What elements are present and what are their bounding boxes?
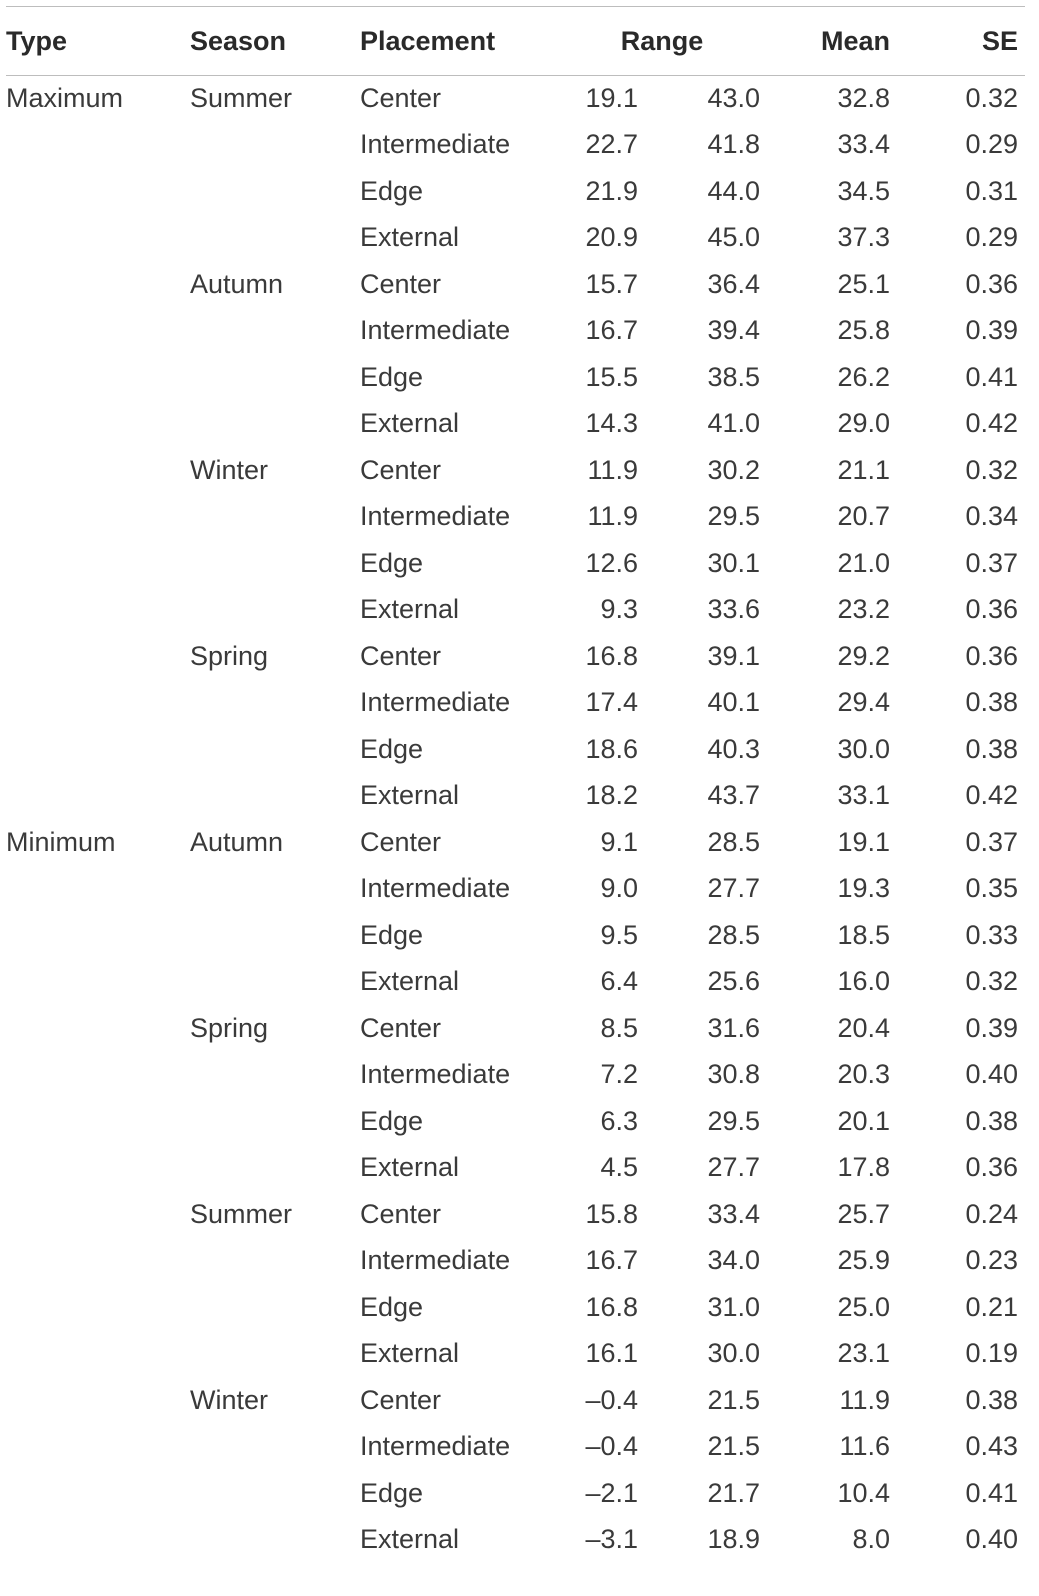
cell-type xyxy=(6,215,190,262)
cell-range-low: 9.1 xyxy=(600,826,638,857)
cell-se: 0.34 xyxy=(965,501,1018,532)
table-row xyxy=(6,1052,1018,1099)
header-range: Range xyxy=(620,25,704,56)
cell-placement: Center xyxy=(360,1384,442,1415)
cell-placement: External xyxy=(360,594,460,625)
table-row xyxy=(6,633,1018,680)
cell-placement: Intermediate xyxy=(360,315,511,346)
cell-placement: Edge xyxy=(360,919,424,950)
cell-mean: 25.0 xyxy=(837,1291,890,1322)
cell-season xyxy=(190,1052,360,1099)
cell-range-low: 7.2 xyxy=(600,1059,638,1090)
cell-placement: Edge xyxy=(360,547,424,578)
cell-se: 0.43 xyxy=(965,1431,1018,1462)
cell-range-low: 21.9 xyxy=(585,175,638,206)
table-row xyxy=(6,1284,1018,1331)
cell-type xyxy=(6,168,190,215)
temperature-table xyxy=(6,17,1018,1563)
cell-placement: Intermediate xyxy=(360,873,511,904)
cell-range-low: 9.0 xyxy=(600,873,638,904)
cell-type xyxy=(6,1052,190,1099)
cell-range-high: 30.2 xyxy=(707,454,760,485)
cell-mean: 33.4 xyxy=(837,129,890,160)
cell-range-low: 11.9 xyxy=(587,501,638,532)
table-row xyxy=(6,587,1018,634)
cell-type xyxy=(6,1005,190,1052)
cell-mean: 19.1 xyxy=(837,826,890,857)
cell-range-low: 15.5 xyxy=(585,361,638,392)
table-row xyxy=(6,959,1018,1006)
cell-placement: Intermediate xyxy=(360,1245,511,1276)
table-row xyxy=(6,1470,1018,1517)
table-row xyxy=(6,1191,1018,1238)
cell-se: 0.36 xyxy=(965,1152,1018,1183)
cell-placement: External xyxy=(360,1524,460,1555)
cell-se: 0.36 xyxy=(965,594,1018,625)
cell-range-low: 16.1 xyxy=(585,1338,638,1369)
cell-season: Spring xyxy=(190,640,269,671)
cell-placement: Edge xyxy=(360,733,424,764)
table-row xyxy=(6,1238,1018,1285)
cell-type: Minimum xyxy=(6,826,116,857)
cell-type xyxy=(6,447,190,494)
cell-placement: External xyxy=(360,1152,460,1183)
cell-season xyxy=(190,401,360,448)
cell-se: 0.37 xyxy=(965,826,1018,857)
cell-range-low: 6.4 xyxy=(600,966,638,997)
cell-range-high: 41.0 xyxy=(707,408,760,439)
cell-placement: External xyxy=(360,408,460,439)
cell-placement: External xyxy=(360,780,460,811)
table-row xyxy=(6,447,1018,494)
cell-mean: 25.7 xyxy=(837,1198,890,1229)
cell-type xyxy=(6,1238,190,1285)
cell-range-high: 21.5 xyxy=(707,1431,760,1462)
table-row xyxy=(6,261,1018,308)
cell-range-high: 28.5 xyxy=(707,826,760,857)
cell-placement: Center xyxy=(360,268,442,299)
cell-mean: 21.0 xyxy=(837,547,890,578)
cell-mean: 29.4 xyxy=(837,687,890,718)
cell-placement: Center xyxy=(360,826,442,857)
cell-mean: 23.1 xyxy=(837,1338,890,1369)
cell-season: Winter xyxy=(190,454,269,485)
cell-type xyxy=(6,401,190,448)
cell-placement: Edge xyxy=(360,175,424,206)
cell-mean: 20.7 xyxy=(837,501,890,532)
cell-mean: 29.0 xyxy=(837,408,890,439)
cell-range-low: –3.1 xyxy=(585,1524,638,1555)
table-row xyxy=(6,1145,1018,1192)
cell-se: 0.29 xyxy=(965,222,1018,253)
cell-se: 0.39 xyxy=(965,1012,1018,1043)
header-placement: Placement xyxy=(360,25,496,56)
cell-range-high: 30.0 xyxy=(707,1338,760,1369)
cell-range-low: 22.7 xyxy=(585,129,638,160)
header-se: SE xyxy=(981,25,1018,56)
cell-season xyxy=(190,1517,360,1564)
table-body xyxy=(6,75,1018,1563)
cell-range-high: 39.1 xyxy=(707,640,760,671)
cell-mean: 23.2 xyxy=(837,594,890,625)
cell-type: Maximum xyxy=(6,82,124,113)
table-row xyxy=(6,122,1018,169)
cell-mean: 25.9 xyxy=(837,1245,890,1276)
table-row xyxy=(6,912,1018,959)
cell-se: 0.36 xyxy=(965,268,1018,299)
header-type: Type xyxy=(6,25,68,56)
cell-mean: 11.9 xyxy=(839,1384,890,1415)
cell-mean: 11.6 xyxy=(839,1431,890,1462)
cell-se: 0.23 xyxy=(965,1245,1018,1276)
cell-type xyxy=(6,1284,190,1331)
cell-mean: 16.0 xyxy=(837,966,890,997)
cell-se: 0.32 xyxy=(965,82,1018,113)
cell-range-high: 44.0 xyxy=(707,175,760,206)
cell-season xyxy=(190,866,360,913)
cell-range-low: 15.7 xyxy=(585,268,638,299)
cell-mean: 20.3 xyxy=(837,1059,890,1090)
cell-range-low: 11.9 xyxy=(587,454,638,485)
cell-range-low: 20.9 xyxy=(585,222,638,253)
cell-type xyxy=(6,308,190,355)
table-row xyxy=(6,1517,1018,1564)
cell-season xyxy=(190,1098,360,1145)
table-row xyxy=(6,1098,1018,1145)
cell-range-low: 16.8 xyxy=(585,1291,638,1322)
cell-season xyxy=(190,494,360,541)
cell-placement: Intermediate xyxy=(360,501,511,532)
cell-mean: 10.4 xyxy=(837,1477,890,1508)
cell-season: Autumn xyxy=(190,826,284,857)
cell-placement: Center xyxy=(360,1012,442,1043)
cell-range-high: 33.6 xyxy=(707,594,760,625)
cell-mean: 8.0 xyxy=(852,1524,890,1555)
cell-range-low: 17.4 xyxy=(585,687,638,718)
cell-range-high: 38.5 xyxy=(707,361,760,392)
cell-range-high: 28.5 xyxy=(707,919,760,950)
cell-season: Autumn xyxy=(190,268,284,299)
cell-range-high: 30.1 xyxy=(707,547,760,578)
table-row xyxy=(6,773,1018,820)
table-row xyxy=(6,540,1018,587)
cell-range-high: 27.7 xyxy=(707,1152,760,1183)
cell-range-high: 30.8 xyxy=(707,1059,760,1090)
table-row xyxy=(6,1005,1018,1052)
cell-range-low: 6.3 xyxy=(600,1105,638,1136)
cell-se: 0.32 xyxy=(965,454,1018,485)
cell-range-high: 34.0 xyxy=(707,1245,760,1276)
cell-mean: 21.1 xyxy=(837,454,890,485)
cell-type xyxy=(6,540,190,587)
cell-range-low: 18.2 xyxy=(585,780,638,811)
cell-season xyxy=(190,1470,360,1517)
cell-type xyxy=(6,726,190,773)
cell-type xyxy=(6,1191,190,1238)
cell-se: 0.36 xyxy=(965,640,1018,671)
cell-type xyxy=(6,1377,190,1424)
cell-mean: 19.3 xyxy=(837,873,890,904)
cell-type xyxy=(6,1098,190,1145)
cell-range-low: 16.7 xyxy=(585,315,638,346)
cell-range-low: 9.5 xyxy=(600,919,638,950)
cell-se: 0.42 xyxy=(965,780,1018,811)
table-row xyxy=(6,1331,1018,1378)
cell-se: 0.24 xyxy=(965,1198,1018,1229)
cell-placement: External xyxy=(360,1338,460,1369)
cell-se: 0.41 xyxy=(965,361,1018,392)
cell-mean: 29.2 xyxy=(837,640,890,671)
table-header xyxy=(6,17,1018,75)
cell-range-high: 45.0 xyxy=(707,222,760,253)
cell-placement: Intermediate xyxy=(360,1059,511,1090)
cell-range-high: 29.5 xyxy=(707,1105,760,1136)
cell-type xyxy=(6,354,190,401)
cell-placement: Edge xyxy=(360,1477,424,1508)
cell-range-low: –2.1 xyxy=(585,1477,638,1508)
cell-se: 0.37 xyxy=(965,547,1018,578)
table-row xyxy=(6,168,1018,215)
cell-type xyxy=(6,122,190,169)
cell-type xyxy=(6,773,190,820)
cell-mean: 20.4 xyxy=(837,1012,890,1043)
cell-mean: 20.1 xyxy=(837,1105,890,1136)
cell-season xyxy=(190,773,360,820)
table-row xyxy=(6,726,1018,773)
cell-season xyxy=(190,308,360,355)
cell-season xyxy=(190,959,360,1006)
cell-mean: 26.2 xyxy=(837,361,890,392)
cell-season xyxy=(190,540,360,587)
cell-se: 0.40 xyxy=(965,1524,1018,1555)
cell-mean: 37.3 xyxy=(837,222,890,253)
cell-range-high: 31.6 xyxy=(707,1012,760,1043)
cell-type xyxy=(6,680,190,727)
cell-placement: Center xyxy=(360,1198,442,1229)
cell-mean: 30.0 xyxy=(837,733,890,764)
cell-range-low: –0.4 xyxy=(585,1384,638,1415)
cell-mean: 25.1 xyxy=(837,268,890,299)
cell-range-high: 41.8 xyxy=(707,129,760,160)
cell-type xyxy=(6,866,190,913)
cell-range-high: 33.4 xyxy=(707,1198,760,1229)
cell-range-low: 15.8 xyxy=(585,1198,638,1229)
cell-type xyxy=(6,1470,190,1517)
cell-range-low: 14.3 xyxy=(585,408,638,439)
cell-range-low: –0.4 xyxy=(585,1431,638,1462)
table-row xyxy=(6,75,1018,122)
cell-range-low: 9.3 xyxy=(600,594,638,625)
cell-se: 0.38 xyxy=(965,1384,1018,1415)
cell-placement: Center xyxy=(360,82,442,113)
header-season: Season xyxy=(190,25,287,56)
cell-placement: Center xyxy=(360,640,442,671)
cell-season xyxy=(190,168,360,215)
table-row xyxy=(6,401,1018,448)
cell-season xyxy=(190,680,360,727)
cell-season xyxy=(190,122,360,169)
cell-type xyxy=(6,959,190,1006)
cell-placement: Intermediate xyxy=(360,687,511,718)
table-row xyxy=(6,494,1018,541)
cell-mean: 17.8 xyxy=(837,1152,890,1183)
table-row xyxy=(6,1377,1018,1424)
cell-season xyxy=(190,1331,360,1378)
cell-range-low: 4.5 xyxy=(600,1152,638,1183)
cell-season: Winter xyxy=(190,1384,269,1415)
cell-se: 0.38 xyxy=(965,1105,1018,1136)
cell-season xyxy=(190,1145,360,1192)
cell-se: 0.35 xyxy=(965,873,1018,904)
cell-range-high: 40.1 xyxy=(707,687,760,718)
cell-type xyxy=(6,1145,190,1192)
cell-range-high: 21.5 xyxy=(707,1384,760,1415)
cell-season xyxy=(190,587,360,634)
cell-se: 0.40 xyxy=(965,1059,1018,1090)
cell-range-high: 39.4 xyxy=(707,315,760,346)
cell-se: 0.41 xyxy=(965,1477,1018,1508)
cell-range-low: 8.5 xyxy=(600,1012,638,1043)
cell-type xyxy=(6,261,190,308)
cell-se: 0.31 xyxy=(965,175,1018,206)
cell-placement: Intermediate xyxy=(360,1431,511,1462)
cell-range-high: 31.0 xyxy=(707,1291,760,1322)
cell-range-low: 18.6 xyxy=(585,733,638,764)
table-top-rule xyxy=(6,6,1025,7)
cell-season xyxy=(190,726,360,773)
cell-range-high: 36.4 xyxy=(707,268,760,299)
cell-range-high: 27.7 xyxy=(707,873,760,904)
cell-range-low: 16.7 xyxy=(585,1245,638,1276)
cell-mean: 25.8 xyxy=(837,315,890,346)
cell-placement: Edge xyxy=(360,1291,424,1322)
cell-mean: 32.8 xyxy=(837,82,890,113)
table-row xyxy=(6,215,1018,262)
table-row xyxy=(6,1424,1018,1471)
cell-season xyxy=(190,1238,360,1285)
cell-range-high: 18.9 xyxy=(707,1524,760,1555)
cell-type xyxy=(6,1331,190,1378)
cell-se: 0.21 xyxy=(965,1291,1018,1322)
cell-range-low: 12.6 xyxy=(585,547,638,578)
cell-season xyxy=(190,354,360,401)
cell-season xyxy=(190,1424,360,1471)
header-mean: Mean xyxy=(820,25,890,56)
cell-season xyxy=(190,215,360,262)
cell-placement: Edge xyxy=(360,1105,424,1136)
cell-se: 0.33 xyxy=(965,919,1018,950)
table-row xyxy=(6,308,1018,355)
cell-mean: 33.1 xyxy=(837,780,890,811)
cell-season: Summer xyxy=(190,82,293,113)
cell-type xyxy=(6,912,190,959)
cell-range-low: 19.1 xyxy=(585,82,638,113)
cell-se: 0.29 xyxy=(965,129,1018,160)
cell-season xyxy=(190,1284,360,1331)
cell-placement: Edge xyxy=(360,361,424,392)
cell-placement: Intermediate xyxy=(360,129,511,160)
cell-range-high: 25.6 xyxy=(707,966,760,997)
cell-type xyxy=(6,494,190,541)
table-row xyxy=(6,680,1018,727)
table-row xyxy=(6,866,1018,913)
cell-se: 0.38 xyxy=(965,687,1018,718)
cell-season xyxy=(190,912,360,959)
cell-placement: External xyxy=(360,222,460,253)
cell-season: Summer xyxy=(190,1198,293,1229)
cell-range-high: 40.3 xyxy=(707,733,760,764)
cell-se: 0.42 xyxy=(965,408,1018,439)
cell-range-high: 21.7 xyxy=(707,1477,760,1508)
table-row xyxy=(6,354,1018,401)
cell-range-high: 43.0 xyxy=(707,82,760,113)
cell-type xyxy=(6,633,190,680)
cell-type xyxy=(6,1517,190,1564)
cell-range-high: 29.5 xyxy=(707,501,760,532)
cell-se: 0.39 xyxy=(965,315,1018,346)
cell-range-high: 43.7 xyxy=(707,780,760,811)
cell-range-low: 16.8 xyxy=(585,640,638,671)
cell-type xyxy=(6,587,190,634)
cell-se: 0.32 xyxy=(965,966,1018,997)
cell-season: Spring xyxy=(190,1012,269,1043)
cell-type xyxy=(6,1424,190,1471)
cell-mean: 34.5 xyxy=(837,175,890,206)
cell-mean: 18.5 xyxy=(837,919,890,950)
table-row xyxy=(6,819,1018,866)
cell-se: 0.38 xyxy=(965,733,1018,764)
cell-placement: External xyxy=(360,966,460,997)
cell-placement: Center xyxy=(360,454,442,485)
cell-se: 0.19 xyxy=(965,1338,1018,1369)
